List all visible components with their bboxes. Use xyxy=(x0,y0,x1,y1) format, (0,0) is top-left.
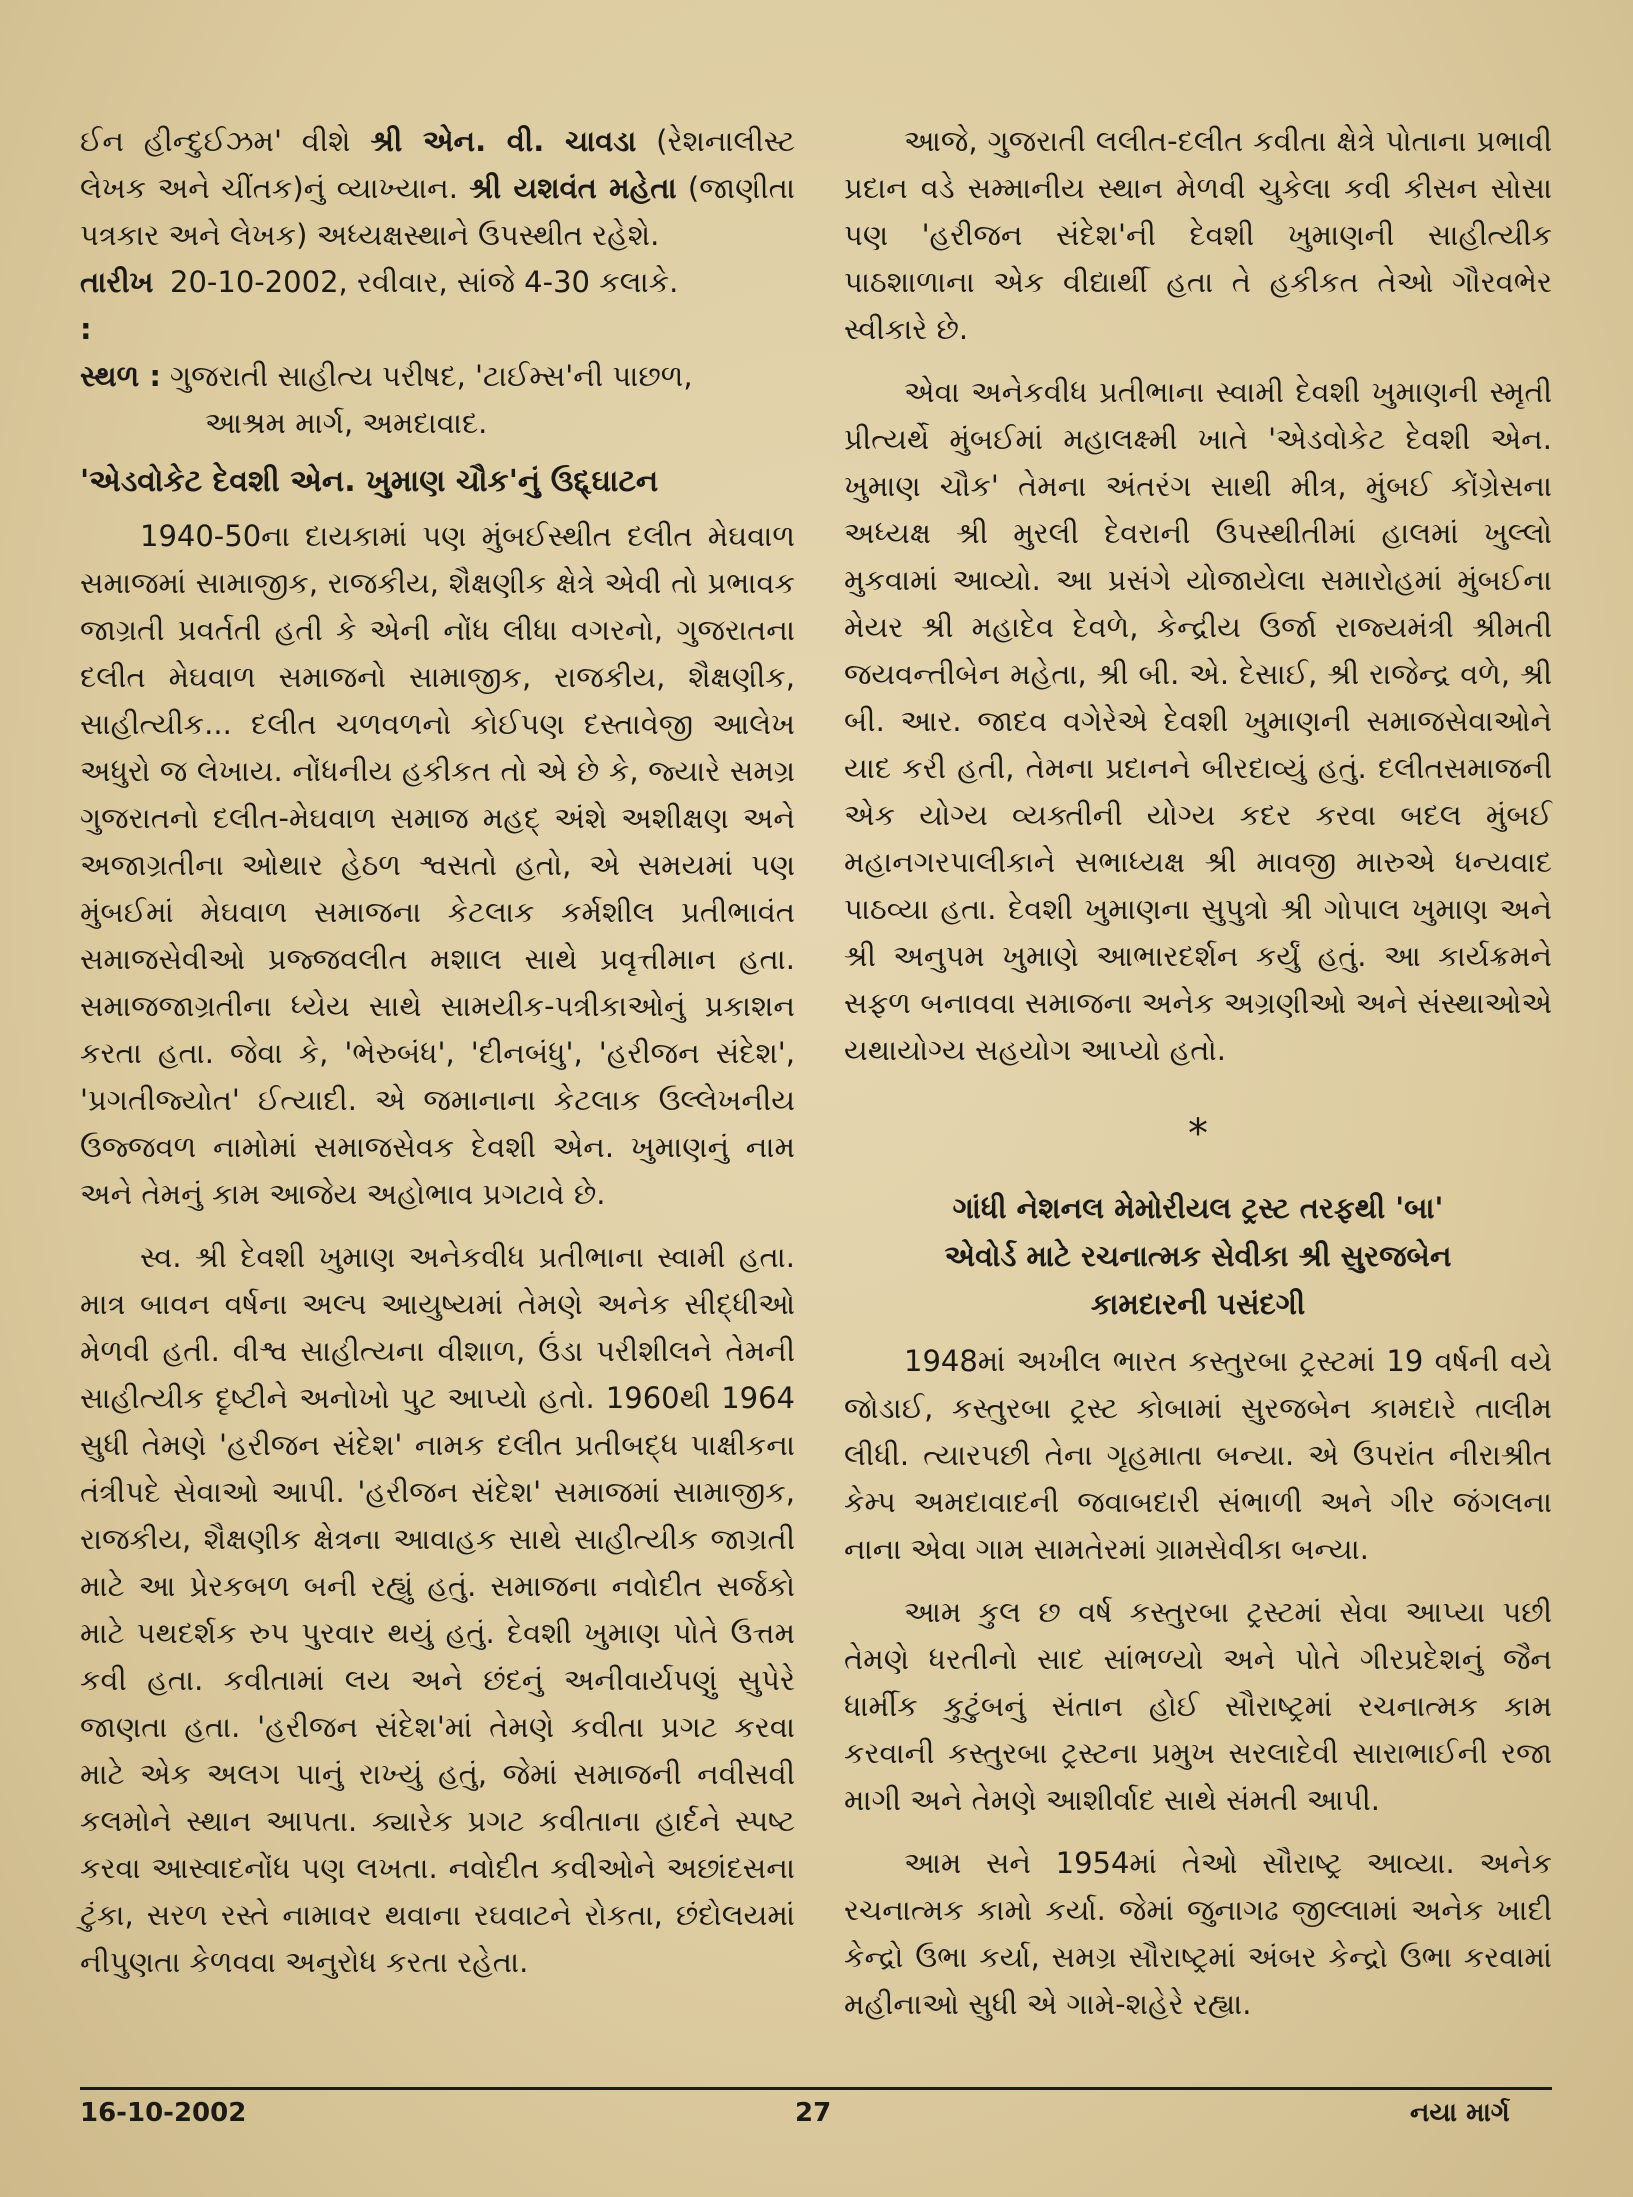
right-column xyxy=(844,118,1552,2028)
article-paragraph: 1948માં અખીલ ભારત કસ્તુરબા ટ્રસ્ટમાં 19 વર્ષની વયે જોડાઈ, કસ્તુરબા ટ્રસ્ટ કોબામાં સુરજબેન કામદારે તાલીમ લીધી. ત્યારપછી તેના ગૃહમાતા બન્યા. એ ઉપરાંત નીરાશ્રીત કેમ્પ અમદાવાદની જવાબદારી સંભાળી અને ગીર જંગલના નાના એવા ગામ સામતેરમાં ગ્રામસેવીકા બન્યા. xyxy=(844,1344,1552,1566)
event-place xyxy=(80,353,795,400)
article-paragraph: સ્વ. શ્રી દેવશી ખુમાણ અનેકવીધ પ્રતીભાના સ્વામી હતા. માત્ર બાવન વર્ષના અલ્પ આયુષ્યમાં તેમણે અનેક સીદ્ધીઓ મેળવી હતી. વીશ્વ સાહીત્યના વીશાળ, ઉંડા પરીશીલને તેમની સાહીત્યીક દૃષ્ટીને અનોખો પુટ આપ્યો હતો. 1960થી 1964 સુધી તેમણે 'હરીજન સંદેશ' નામક દલીત પ્રતીબદ્ધ પાક્ષીકના તંત્રીપદે સેવાઓ આપી. 'હરીજન સંદેશ' સમાજમાં સામાજીક, રાજકીય, શૈક્ષણીક ક્ષેત્રના આવાહક સાથે સાહીત્યીક જાગ્રતી માટે આ પ્રેરકબળ બની રહ્યું હતું. સમાજના નવોદીત સર્જકો માટે પથદર્શક રુપ પુરવાર થયું હતું. દેવશી ખુમાણ પોતે ઉત્તમ કવી હતા. કવીતામાં લય અને છંદનું અનીવાર્યપણું સુપેરે જાણતા હતા. 'હરીજન સંદેશ'માં તેમણે કવીતા પ્રગટ કરવા માટે એક અલગ પાનું રાખ્યું હતું, જેમાં સમાજની નવીસવી કલમોને સ્થાન આપતા. ક્યારેક પ્રગટ કવીતાના હાર્દને સ્પષ્ટ કરવા આસ્વાદનોંધ પણ લખતા. નવોદીત કવીઓને અછાંદસના ટુંકા, સરળ રસ્તે નામાવર થવાના રઘવાટને રોકતા, છંદોલયમાં નીપુણતા કેળવવા અનુરોધ કરતા રહેતા. xyxy=(80,1240,795,1979)
article-paragraph: આમ સને 1954માં તેઓ સૌરાષ્ટ્ર આવ્યા. અનેક રચનાત્મક કામો કર્યા. જેમાં જુનાગઢ જીલ્લામાં અનેક ખાદી કેન્દ્રો ઉભા કર્યા, સમગ્ર સૌરાષ્ટ્રમાં અંબર કેન્દ્રો ઉભા કરવામાં મહીનાઓ સુધી એ ગામે-શહેરે રહ્યા. xyxy=(844,1846,1552,2021)
section-heading-award xyxy=(844,1184,1552,1328)
article-paragraph: આમ કુલ છ વર્ષ કસ્તુરબા ટ્રસ્ટમાં સેવા આપ્યા પછી તેમણે ધરતીનો સાદ સાંભળ્યો અને પોતે ગીરપ્રદેશનું જૈન ધાર્મીક કુટુંબનું સંતાન હોઈ સૌરાષ્ટ્રમાં રચનાત્મક કામ કરવાની કસ્તુરબા ટ્રસ્ટના પ્રમુખ સરલાદેવી સારાભાઈની રજા માગી અને તેમણે આશીર્વાદ સાથે સંમતી આપી. xyxy=(844,1595,1552,1817)
award-heading-line: ગાંધી નેશનલ મેમોરીયલ ટ્રસ્ટ તરફથી 'બા' xyxy=(952,1191,1444,1225)
date-label: તારીખ : xyxy=(80,265,154,346)
place-label: સ્થળ : xyxy=(80,359,161,393)
event-date xyxy=(80,259,795,353)
section-heading-inauguration: 'એડવોકેટ દેવશી એન. ખુમાણ ચૌક'નું ઉદ્દ્ઘાટન xyxy=(80,464,659,499)
place-value-line-1: ગુજરાતી સાહીત્ય પરીષદ, 'ટાઈમ્સ'ની પાછળ, xyxy=(170,359,693,393)
award-heading-line: કામદારની પસંદગી xyxy=(1090,1287,1306,1321)
speaker-name: શ્રી એન. વી. ચાવડા xyxy=(370,124,637,158)
intro-text: ઈન હીન્દુઈઝમ' વીશે xyxy=(80,124,371,158)
left-column xyxy=(80,118,795,1986)
award-heading-line: એવોર્ડ માટે રચનાત્મક સેવીકા શ્રી સુરજબેન xyxy=(944,1239,1452,1273)
article-paragraph: એવા અનેકવીધ પ્રતીભાના સ્વામી દેવશી ખુમાણની સ્મૃતી પ્રીત્યર્થે મુંબઈમાં મહાલક્ષ્મી ખાતે 'એડવોકેટ દેવશી એન. ખુમાણ ચૌક' તેમના અંતરંગ સાથી મીત્ર, મુંબઈ કોંગ્રેસના અધ્યક્ષ શ્રી મુરલી દેવરાની ઉપસ્થીતીમાં હાલમાં ખુલ્લો મુકવામાં આવ્યો. આ પ્રસંગે યોજાયેલા સમારોહમાં મુંબઈના મેયર શ્રી મહાદેવ દેવળે, કેન્દ્રીય ઉર્જા રાજ્યમંત્રી શ્રીમતી જયવન્તીબેન મહેતા, શ્રી બી. એ. દેસાઈ, શ્રી રાજેન્દ્ર વળે, શ્રી બી. આર. જાદવ વગેરેએ દેવશી ખુમાણની સમાજસેવાઓને યાદ કરી હતી, તેમના પ્રદાનને બીરદાવ્યું હતું. દલીતસમાજની એક યોગ્ય વ્યક્તીની યોગ્ય કદર કરવા બદલ મુંબઈ મહાનગરપાલીકાને સભાધ્યક્ષ શ્રી માવજી મારુએ ધન્યવાદ પાઠવ્યા હતા. દેવશી ખુમાણના સુપુત્રો શ્રી ગોપાલ ખુમાણ અને શ્રી અનુપમ ખુમાણે આભારદર્શન કર્યું હતું. આ કાર્યક્રમને સફળ બનાવવા સમાજના અનેક અગ્રણીઓ અને સંસ્થાઓએ યથાયોગ્ય સહયોગ આપ્યો હતો. xyxy=(844,375,1552,1067)
date-value: 20-10-2002, રવીવાર, સાંજે 4-30 કલાકે. xyxy=(170,265,679,299)
publication-name: નયા માર્ગ xyxy=(1410,2098,1510,2128)
footer-date: 16-10-2002 xyxy=(80,2098,247,2128)
intro-text: (જાણીતા પત્રકાર અને લેખક) અધ્યક્ષસ્થાને ઉપસ્થીત રહેશે. xyxy=(80,171,795,252)
page-number: 27 xyxy=(795,2098,832,2128)
chair-name: શ્રી યશવંત મહેતા xyxy=(469,171,677,205)
article-paragraph: 1940-50ના દાયકામાં પણ મુંબઈસ્થીત દલીત મેઘવાળ સમાજમાં સામાજીક, રાજકીય, શૈક્ષણીક ક્ષેત્રે એવી તો પ્રભાવક જાગ્રતી પ્રવર્તતી હતી કે એની નોંધ લીધા વગરનો, ગુજરાતના દલીત મેઘવાળ સમાજનો સામાજીક, રાજકીય, શૈક્ષણીક, સાહીત્યીક... દલીત ચળવળનો કોઈપણ દસ્તાવેજી આલેખ અધુરો જ લેખાય. નોંધનીય હકીકત તો એ છે કે, જ્યારે સમગ્ર ગુજરાતનો દલીત-મેઘવાળ સમાજ મહદ્ અંશે અશીક્ષણ અને અજાગ્રતીના ઓથાર હેઠળ શ્વસતો હતો, એ સમયમાં પણ મુંબઈમાં મેઘવાળ સમાજના કેટલાક કર્મશીલ પ્રતીભાવંત સમાજસેવીઓ પ્રજ્જવલીત મશાલ સાથે પ્રવૃત્તીમાન હતા. સમાજજાગ્રતીના ધ્યેય સાથે સામયીક-પત્રીકાઓનું પ્રકાશન કરતા હતા. જેવા કે, 'ભેરુબંધ', 'દીનબંધુ', 'હરીજન સંદેશ', 'પ્રગતીજ્યોત' ઈત્યાદી. એ જમાનાના કેટલાક ઉલ્લેખનીય ઉજ્જવળ નામોમાં સમાજસેવક દેવશી એન. ખુમાણનું નામ અને તેમનું કામ આજેય અહોભાવ પ્રગટાવે છે. xyxy=(80,519,795,1211)
footer-rule xyxy=(80,2087,1552,2090)
intro-text: (રેશનાલીસ્ટ લેખક અને ચીંતક)નું વ્યાખ્યાન. xyxy=(80,124,795,205)
intro-paragraph xyxy=(80,118,795,259)
section-separator: * xyxy=(1188,1111,1208,1157)
place-value-line-2: આશ્રમ માર્ગ, અમદાવાદ. xyxy=(205,406,488,440)
article-paragraph: આજે, ગુજરાતી લલીત-દલીત કવીતા ક્ષેત્રે પોતાના પ્રભાવી પ્રદાન વડે સમ્માનીય સ્થાન મેળવી ચુકેલા કવી કીસન સોસા પણ 'હરીજન સંદેશ'ની દેવશી ખુમાણની સાહીત્યીક પાઠશાળાના એક વીદ્યાર્થી હતા તે હકીકત તેઓ ગૌરવભેર સ્વીકારે છે. xyxy=(844,124,1552,346)
